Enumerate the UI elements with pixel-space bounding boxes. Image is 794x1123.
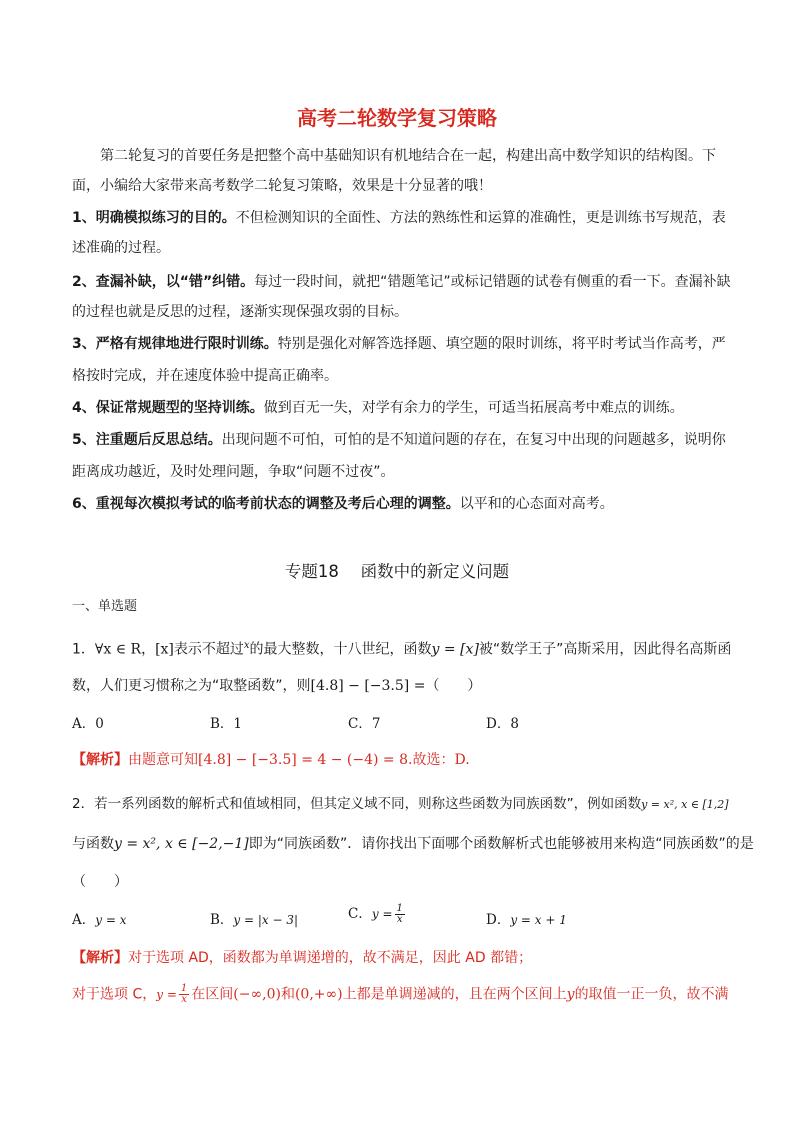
q2-choice-b <box>210 910 298 930</box>
strategy-5-heading: 5、注重题后反思总结。 <box>72 432 222 448</box>
q1-choice-a: A．0 <box>72 716 104 732</box>
q2-choice-c-fraction <box>395 904 405 925</box>
q2-choice-d-math: y = x + 1 <box>510 913 567 927</box>
q2-text-3: 即为“同族函数”．请你找出下面哪个函数解析式也能够被用来构造“同族函数”的是 <box>248 836 754 852</box>
strategy-3-text: 特别是强化对解答选择题、填空题的限时训练，将平时考试当作高考，严 <box>277 336 726 352</box>
q1-analysis-text: 由题意可知 <box>128 752 198 768</box>
q2-choice-b-label: B． <box>210 912 234 928</box>
strategy-6-text: 以平和的心态面对高考。 <box>459 496 614 512</box>
topic-title: 专题18 函数中的新定义问题 <box>284 562 510 581</box>
q1-choice-b: B．1 <box>210 716 243 732</box>
strategy-1-heading: 1、明确模拟练习的目的。 <box>72 210 236 226</box>
strategy-2 <box>72 272 732 292</box>
q1-math-floor-x: [x] <box>155 641 174 658</box>
q2-analysis-text-6: 的取值一正一负，故不满 <box>574 986 729 1003</box>
q1-analysis-math: [4.8] − [−3.5] <box>198 752 297 768</box>
intro-line-1: 第二轮复习的首要任务是把整个高中基础知识有机地结合在一起，构建出高中数学知识的结构图。下 <box>100 148 716 164</box>
q2-choice-b-math: y = |x − 3| <box>233 913 299 927</box>
q2-text-1: 2．若一系列函数的解析式和值域相同，但其定义域不同，则称这些函数为同族函数”，例如函数 <box>72 796 642 812</box>
q2-analysis-text-2: 对于选项 C， <box>72 986 157 1003</box>
q2-analysis-line-2 <box>72 984 732 1005</box>
q1-number: 1． <box>72 641 95 658</box>
strategy-1-cont: 述准确的过程。 <box>72 240 170 256</box>
q2-analysis-y-var: y <box>566 986 575 1003</box>
q2-analysis-interval-1: (−∞,0) <box>233 986 281 1003</box>
document-title: 高考二轮数学复习策略 <box>297 106 497 130</box>
q2-analysis-denominator: x <box>181 994 187 1005</box>
q1-text-2: 的最大整数，十八世纪，函数 <box>249 641 432 658</box>
q2-analysis-label: 【解析】 <box>72 950 128 966</box>
q2-line-1 <box>72 794 732 815</box>
strategy-2-text: 每过一段时间，就把“错题笔记”或标记错题的试卷有侧重的看一下。查漏补缺 <box>254 274 731 290</box>
q2-choice-c-lhs: y = <box>371 907 393 921</box>
q1-choice-d: D．8 <box>486 716 519 732</box>
q2-choice-a <box>72 910 126 930</box>
q1-blank: （ ） <box>425 678 482 694</box>
strategy-3 <box>72 334 732 354</box>
q2-choice-d-label: D． <box>486 912 511 928</box>
q2-analysis-numerator: 1 <box>180 983 188 994</box>
q2-choice-a-label: A． <box>72 912 96 928</box>
q2-math-2: y = x², x ∈ [−2,−1] <box>114 836 249 852</box>
strategy-6-heading: 6、重视每次模拟考试的临考前状态的调整及考后心理的调整。 <box>72 496 460 512</box>
q2-analysis-interval-2: (0,+∞) <box>294 986 343 1003</box>
q2-choice-a-math: y = x <box>95 913 127 927</box>
q1-analysis-label: 【解析】 <box>72 752 128 768</box>
q2-analysis-line-1 <box>72 948 732 968</box>
section-label: 一、单选题 <box>72 599 138 614</box>
q1-line-2 <box>72 676 732 696</box>
q1-math-y-floor: y = [x] <box>431 641 479 658</box>
strategy-1-text: 不但检测知识的全面性、方法的熟练性和运算的准确性，更是训练书写规范，表 <box>235 210 726 226</box>
strategy-4-heading: 4、保证常规题型的坚持训练。 <box>72 400 264 416</box>
strategy-5 <box>72 430 732 450</box>
strategy-5-cont: 距离成功越近，及时处理问题，争取“问题不过夜”。 <box>72 464 395 480</box>
q2-choice-c-numerator: 1 <box>396 903 403 914</box>
strategy-3-cont: 格按时完成，并在速度体验中提高正确率。 <box>72 368 338 384</box>
strategy-1 <box>72 208 732 228</box>
q1-line-1 <box>72 636 732 660</box>
q2-line-3: （ ） <box>72 874 128 890</box>
q2-choice-c-label: C． <box>348 906 372 922</box>
q1-math-expression: [4.8] − [−3.5] = <box>310 678 426 694</box>
q2-math-1: y = x², x ∈ [1,2] <box>641 798 729 811</box>
q2-choice-c <box>348 904 407 925</box>
strategy-5-text: 出现问题不可怕，可怕的是不知道问题的存在，在复习中出现的问题越多，说明你 <box>221 432 726 448</box>
q1-text-4: 数，人们更习惯称之为“取整函数”，则 <box>72 678 311 694</box>
strategy-2-heading: 2、查漏补缺，以“错”纠错。 <box>72 274 255 290</box>
strategy-2-cont: 的过程也就是反思的过程，逐渐实现保强攻弱的目标。 <box>72 304 408 320</box>
q2-analysis-text-3: 在区间 <box>191 986 234 1003</box>
q2-choice-c-denominator: x <box>396 914 403 925</box>
q1-math-forall: ∀x ∈ R， <box>94 641 156 658</box>
strategy-6 <box>72 494 732 514</box>
intro-line-2: 面，小编给大家带来高考数学二轮复习策略，效果是十分显著的哦！ <box>72 178 492 194</box>
q1-analysis-result: = 4 − (−4) = 8.故选：D. <box>296 752 470 768</box>
strategy-4 <box>72 398 732 418</box>
q2-line-2 <box>72 834 754 854</box>
q2-text-2: 与函数 <box>72 836 114 852</box>
q1-choice-c: C．7 <box>348 716 381 732</box>
q2-analysis-fraction <box>179 984 189 1005</box>
q1-text-1: 表示不超过 <box>173 641 244 658</box>
q2-analysis-text-5: 上都是单调递减的，且在两个区间上 <box>342 986 567 1003</box>
strategy-4-text: 做到百无一失，对学有余力的学生，可适当拓展高考中难点的训练。 <box>263 400 684 416</box>
q2-analysis-text-4: 和 <box>280 986 295 1003</box>
q2-analysis-y: y = <box>156 987 177 1002</box>
q1-text-3: 被“数学王子”高斯采用，因此得名高斯函 <box>478 641 732 658</box>
q1-analysis <box>72 750 732 770</box>
strategy-3-heading: 3、严格有规律地进行限时训练。 <box>72 336 278 352</box>
q2-choice-d <box>486 910 567 930</box>
q1-math-x: x <box>243 640 250 651</box>
q2-analysis-text-1: 对于选项 AD，函数都为单调递增的，故不满足，因此 AD 都错； <box>128 950 533 966</box>
